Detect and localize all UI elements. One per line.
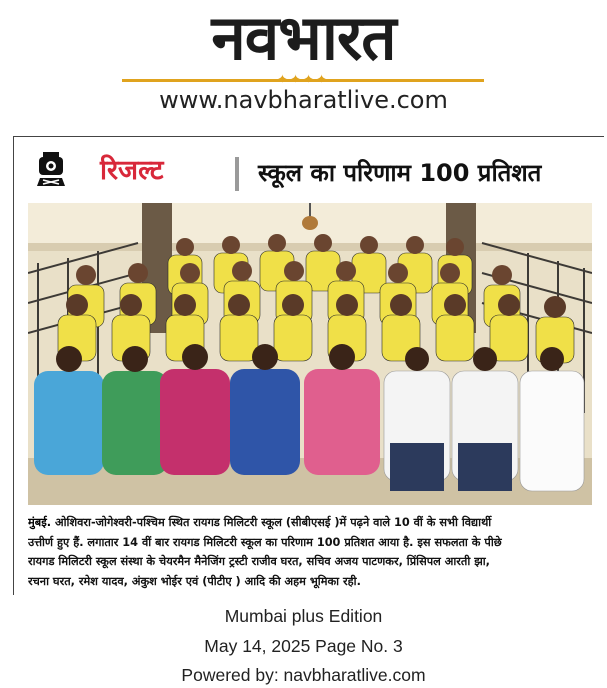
star-ornament-icon: ✦✦✦✦	[277, 72, 330, 86]
section-train-icon	[34, 151, 68, 187]
masthead	[0, 0, 607, 125]
powered-by-label: Powered by: navbharatlive.com	[181, 665, 426, 685]
date-page-label: May 14, 2025 Page No. 3	[204, 636, 403, 656]
photo-caption	[28, 513, 594, 591]
caption-line: रायगड मिलिटरी स्कूल संस्था के चेयरमैन मैनेजिंग ट्रस्टी राजीव घरत, सचिव अजय पाटणकर, प्रिंसिपल आरती झा,	[28, 555, 490, 568]
group-photo	[28, 203, 592, 505]
caption-line: ओशिवरा-जोगेश्वरी-पश्चिम स्थित रायगड मिलिटरी स्कूल (सीबीएसई )में पढ़ने वाले 10 वीं के सभी विद्यार्थी	[54, 516, 492, 529]
group-photo-illustration	[28, 203, 592, 505]
caption-line: रचना घरत, रमेश यादव, अंकुश भोईर एवं (पीटीए ) आदि की अहम भूमिका रही.	[28, 574, 361, 588]
caption-location: मुंबई.	[28, 516, 52, 529]
section-kicker: रिजल्ट	[100, 155, 164, 186]
caption-line: उत्तीर्ण हुए हैं. लगातार 14 वीं बार रायगड मिलिटरी स्कूल का परिणाम 100 प्रतिशत आया है. इस सफलता के पीछे	[28, 535, 502, 549]
news-clipping	[13, 136, 604, 595]
newspaper-logo: नवभारत	[211, 1, 396, 74]
website-url[interactable]: www.navbharatlive.com	[159, 86, 448, 114]
kicker-divider	[235, 157, 239, 191]
headline: स्कूल का परिणाम 100 प्रतिशत	[258, 159, 542, 187]
edition-label: Mumbai plus Edition	[224, 606, 383, 626]
